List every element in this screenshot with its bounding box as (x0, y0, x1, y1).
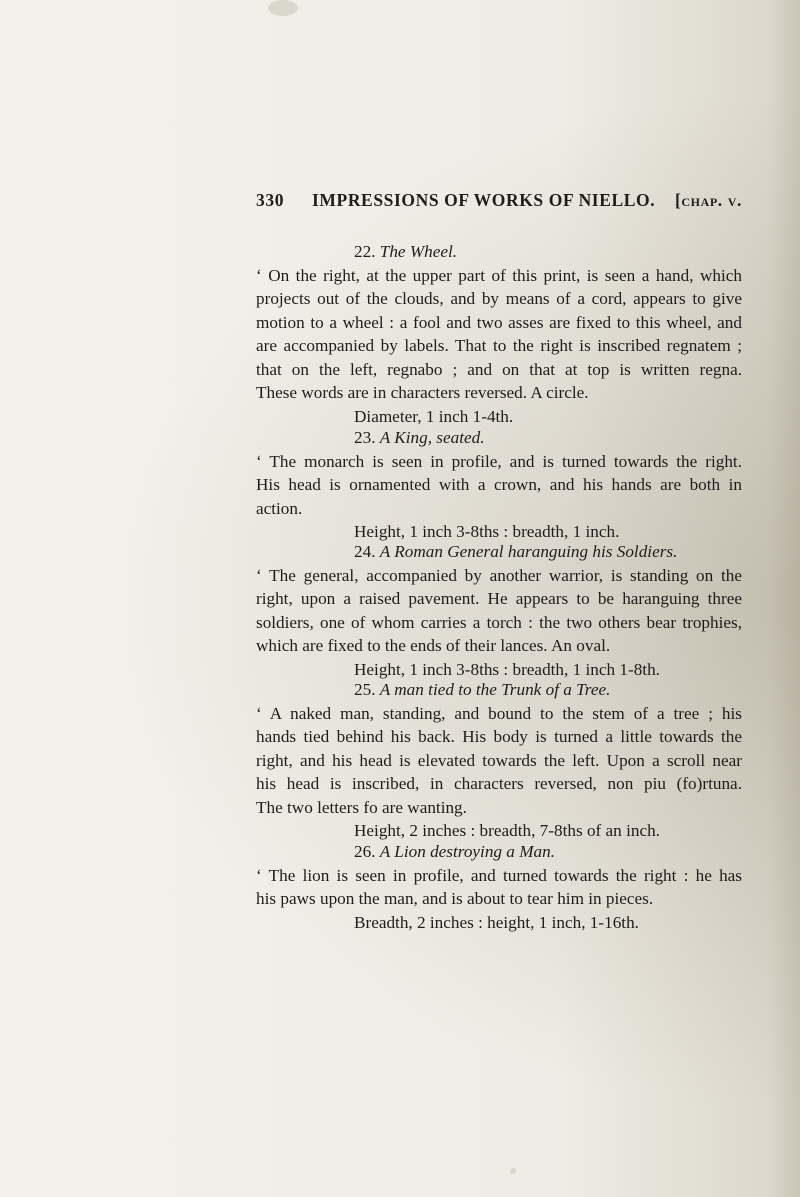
entry-measure: Breadth, 2 inches : height, 1 inch, 1-16th. (354, 912, 639, 932)
entry-text-line: his paws upon the man, and is about to tear him in pieces. (256, 889, 654, 908)
entry-measure: Height, 1 inch 3-8ths : breadth, 1 inch. (354, 522, 620, 541)
entry-22 (256, 240, 742, 428)
entry-24 (256, 540, 742, 681)
entry-text-line: right, upon a raised pavement. He appears to be haranguing three (256, 589, 742, 608)
entry-text-line: ‘ The general, accompanied by another warrior, is standing on the (256, 565, 742, 585)
entry-text-line: ‘ A naked man, standing, and bound to the stem of a tree ; his (256, 703, 742, 723)
entry-title: 25. A man tied to the Trunk of a Tree. (354, 680, 611, 699)
entry-text-line: ‘ On the right, at the upper part of this print, is seen a hand, which (256, 265, 742, 285)
entry-title: 22. The Wheel. (354, 242, 458, 261)
entry-title: 23. A King, seated. (354, 428, 485, 447)
entry-26 (256, 840, 742, 934)
entry-text-line: action. (256, 498, 303, 518)
entry-text-line: soldiers, one of whom carries a torch : the two others bear trophies, (256, 612, 742, 632)
entry-text-line: his head is inscribed, in characters reversed, non piu (fo)rtuna. (256, 774, 742, 793)
entry-measure: Diameter, 1 inch 1-4th. (354, 406, 514, 426)
entry-text-line: ‘ The lion is seen in profile, and turned towards the right : he has (256, 865, 742, 885)
entry-text-line: ‘ The monarch is seen in profile, and is turned towards the right. (256, 451, 742, 471)
entry-text-line: hands tied behind his back. His body is turned a little towards the (256, 727, 742, 746)
entry-text-line: which are fixed to the ends of their lances. An oval. (256, 636, 611, 655)
entry-text-line: right, and his head is elevated towards the left. Upon a scroll near (256, 750, 742, 770)
entry-text-line: The two letters fo are wanting. (256, 797, 467, 817)
paper-stain (268, 0, 298, 16)
entry-23 (256, 426, 742, 544)
entry-text-line: motion to a wheel : a fool and two asses are fixed to this wheel, and (256, 312, 742, 332)
entry-text-line: His head is ornamented with a crown, and his hands are both in (256, 475, 742, 494)
entry-text-line: projects out of the clouds, and by means of a cord, appears to give (256, 289, 742, 308)
running-header (256, 190, 742, 220)
entry-text-line: These words are in characters reversed. A circle. (256, 383, 589, 402)
chapter-label: [chap. v. (674, 190, 742, 210)
entry-25 (256, 678, 742, 843)
entry-text-line: that on the left, regnabo ; and on that at top is written regna. (256, 359, 742, 379)
entry-text-line: are accompanied by labels. That to the right is inscribed regnatem ; (256, 336, 742, 355)
entry-measure: Height, 1 inch 3-8ths : breadth, 1 inch 1-8th. (354, 659, 660, 679)
entry-measure: Height, 2 inches : breadth, 7-8ths of an inch. (354, 821, 660, 840)
running-title: IMPRESSIONS OF WORKS OF NIELLO. (312, 190, 656, 210)
paper-stain (510, 1168, 516, 1174)
entry-title: 24. A Roman General haranguing his Soldiers. (354, 542, 678, 561)
entry-title: 26. A Lion destroying a Man. (354, 842, 555, 861)
page-number: 330 (256, 190, 285, 210)
